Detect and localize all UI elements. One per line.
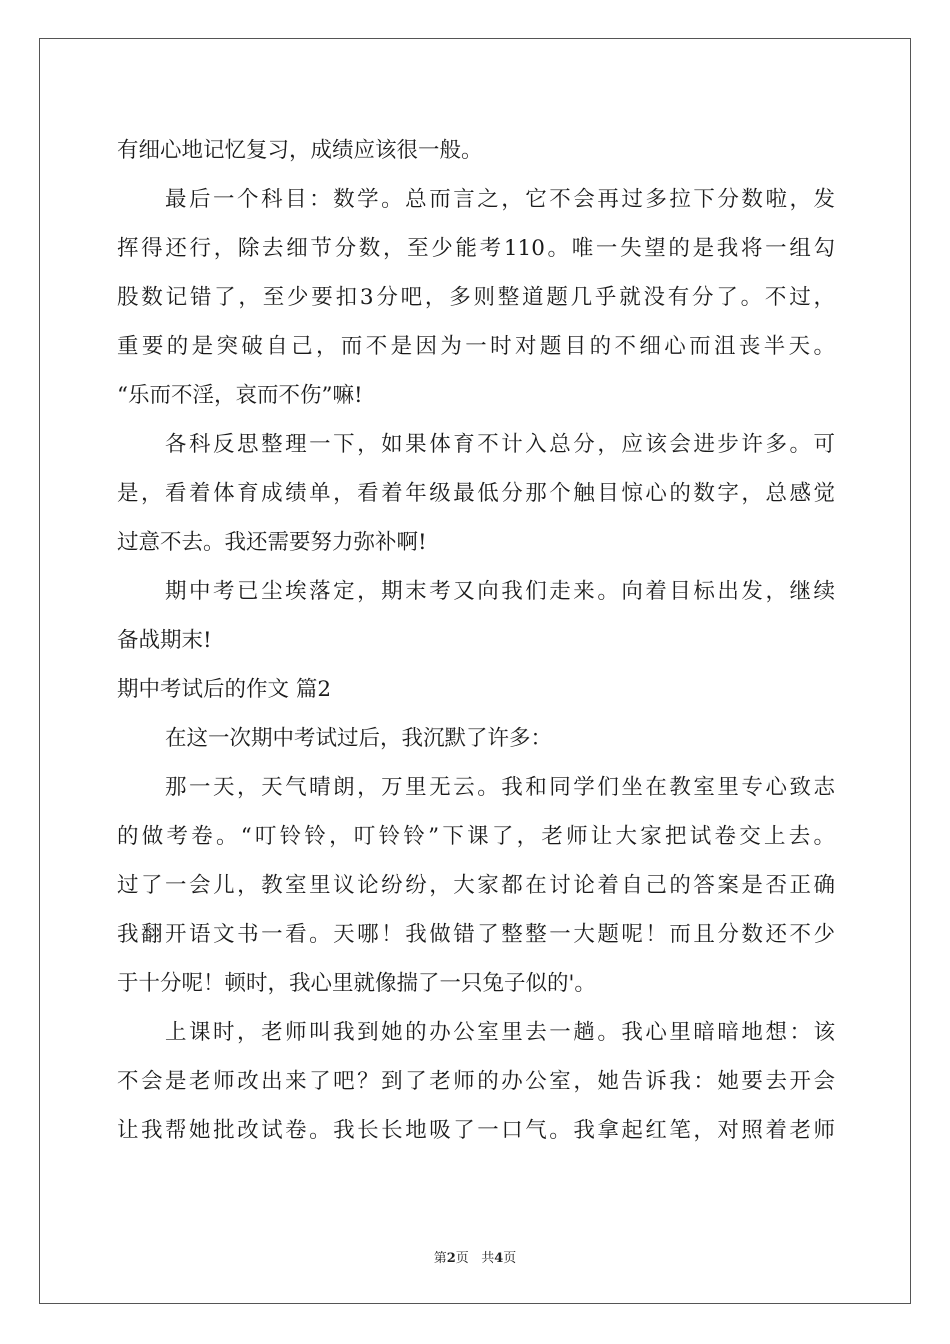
text-line: 那一天，天气晴朗，万里无云。我和同学们坐在教室里专心致志 <box>165 775 835 800</box>
text-line: 于十分呢！顿时，我心里就像揣了一只兔子似的'。 <box>117 971 596 996</box>
total-page-count: 4 <box>494 1251 504 1266</box>
text-line: 备战期末! <box>117 628 212 653</box>
text-line: 过了一会儿，教室里议论纷纷，大家都在讨论着自己的答案是否正确 <box>117 873 835 898</box>
text-line: 最后一个科目：数学。总而言之，它不会再过多拉下分数啦，发 <box>165 187 835 212</box>
text-line: 我翻开语文书一看。天哪！我做错了整整一大题呢！而且分数还不少 <box>117 922 835 947</box>
text-line: 不会是老师改出来了吧？到了老师的办公室，她告诉我：她要去开会 <box>117 1069 835 1094</box>
section-heading: 期中考试后的作文 篇2 <box>117 677 332 702</box>
page-suffix: 页 <box>455 1251 469 1266</box>
text-line: 有细心地记忆复习，成绩应该很一般。 <box>117 138 483 163</box>
text-line: 过意不去。我还需要努力弥补啊! <box>117 530 427 555</box>
text-line: 股数记错了，至少要扣3分吧，多则整道题几乎就没有分了。不过， <box>117 285 835 310</box>
total-suffix: 页 <box>503 1251 517 1266</box>
text-line: 是，看着体育成绩单，看着年级最低分那个触目惊心的数字，总感觉 <box>117 481 835 506</box>
text-line: 上课时，老师叫我到她的办公室里去一趟。我心里暗暗地想：该 <box>165 1020 835 1045</box>
text-line: 挥得还行，除去细节分数，至少能考110。唯一失望的是我将一组勾 <box>117 236 835 261</box>
text-line: 期中考已尘埃落定，期末考又向我们走来。向着目标出发，继续 <box>165 579 835 604</box>
document-body <box>117 126 835 1155</box>
text-line: 在这一次期中考试过后，我沉默了许多： <box>165 726 553 751</box>
text-line: 重要的是突破自己，而不是因为一时对题目的不细心而沮丧半天。 <box>117 334 835 359</box>
text-line: 的做考卷。“叮铃铃，叮铃铃”下课了，老师让大家把试卷交上去。 <box>117 824 835 849</box>
page-prefix: 第 <box>433 1251 447 1266</box>
text-line: “乐而不淫，哀而不伤”嘛! <box>117 383 363 408</box>
text-line: 让我帮她批改试卷。我长长地吸了一口气。我拿起红笔，对照着老师 <box>117 1118 835 1143</box>
total-prefix: 共 <box>481 1251 495 1266</box>
page-number-footer <box>0 1247 950 1266</box>
text-line: 各科反思整理一下，如果体育不计入总分，应该会进步许多。可 <box>165 432 835 457</box>
current-page-number: 2 <box>446 1251 456 1266</box>
